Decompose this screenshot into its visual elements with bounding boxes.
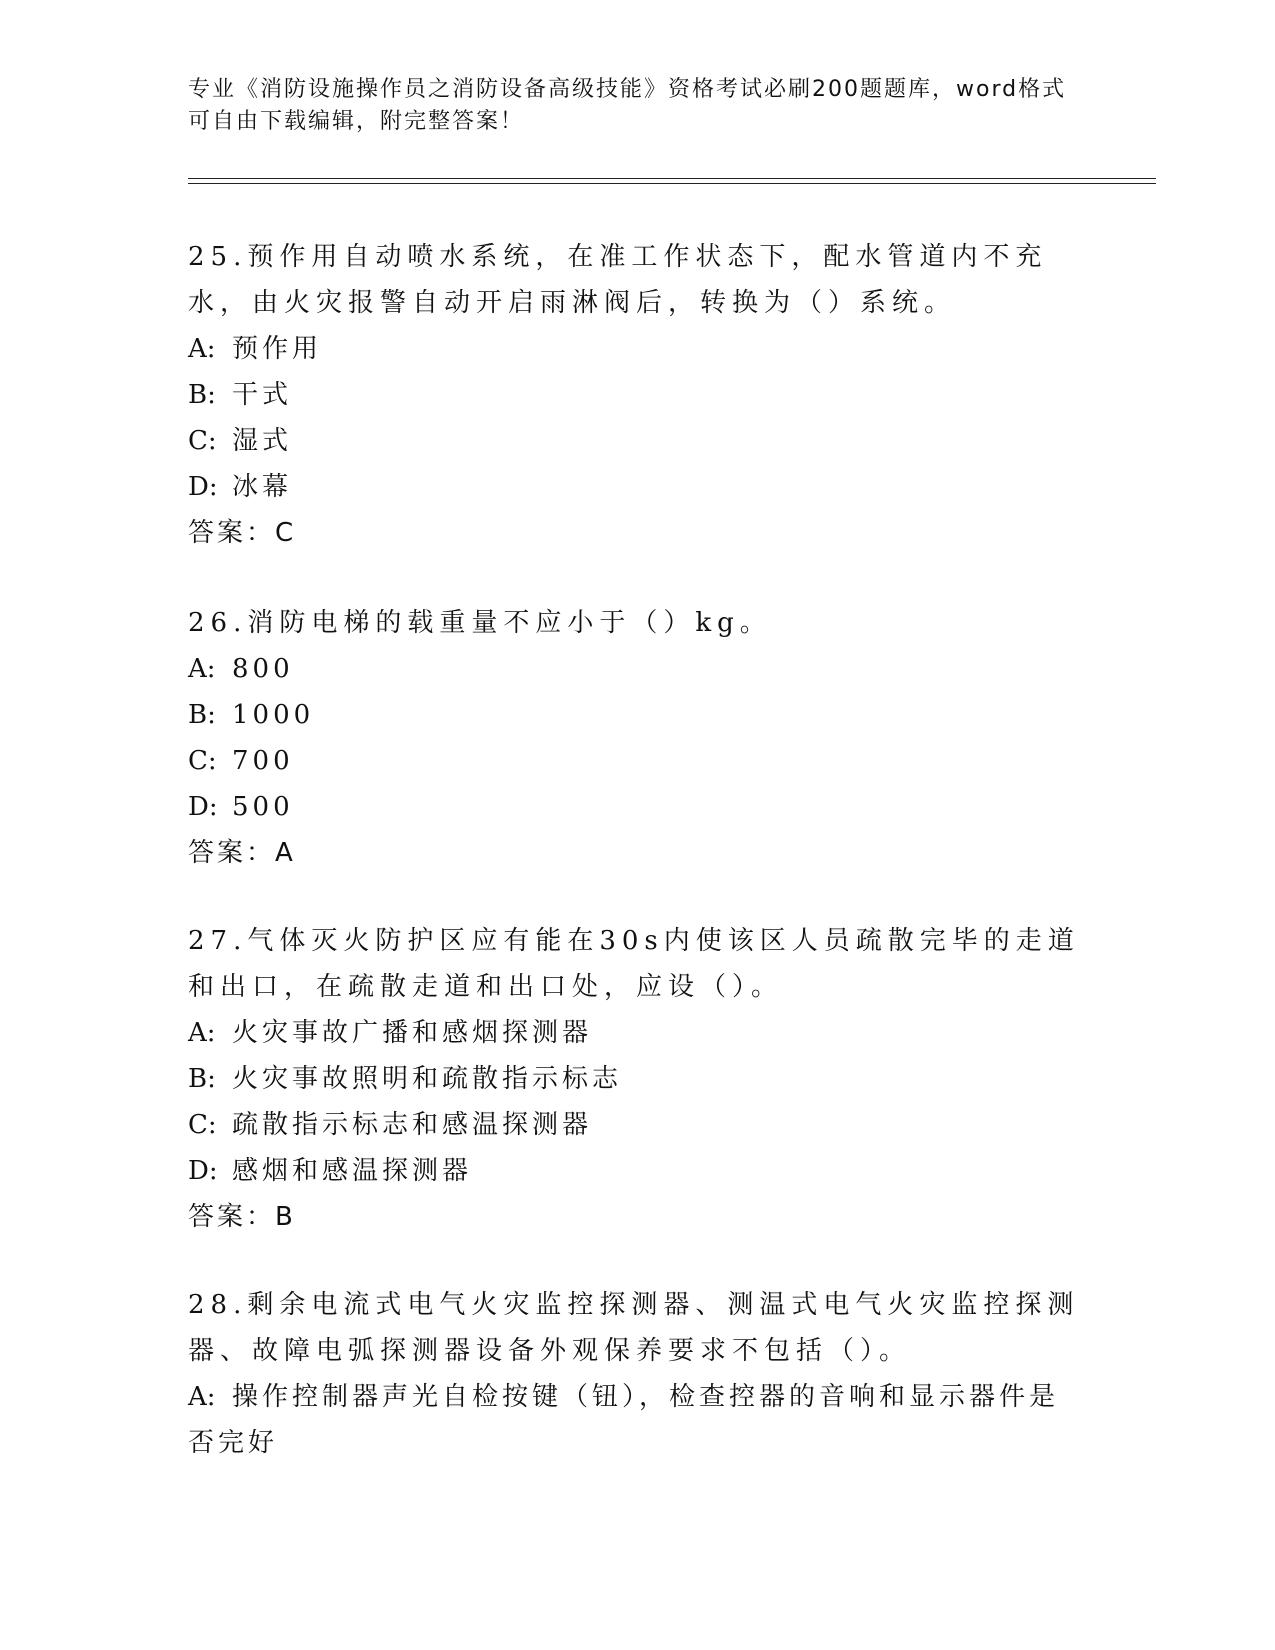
option-text: 疏散指示标志和感温探测器 (232, 1110, 593, 1140)
option-letter: B: (188, 1064, 216, 1094)
option-b (188, 692, 1088, 738)
option-text: 感烟和感温探测器 (232, 1156, 473, 1186)
option-text: 500 (232, 792, 294, 822)
option-text: 1000 (232, 700, 315, 730)
option-letter: C: (188, 1110, 217, 1140)
option-a (188, 1374, 1088, 1466)
option-a (188, 646, 1088, 692)
option-text: 湿式 (232, 426, 293, 456)
option-text: 干式 (232, 380, 293, 410)
option-letter: D: (188, 472, 218, 502)
question-27 (188, 918, 1088, 1240)
option-text: 800 (232, 654, 294, 684)
question-stem: 28.剩余电流式电气火灾监控探测器、测温式电气火灾监控探测器、故障电弧探测器设备外观保养要求不包括（）。 (188, 1290, 1080, 1366)
option-text: 火灾事故广播和感烟探测器 (232, 1018, 593, 1048)
option-letter: B: (188, 700, 216, 730)
option-text: 预作用 (232, 334, 323, 364)
answer-line: 答案：A (188, 838, 296, 868)
option-d (188, 1148, 1088, 1194)
option-letter: A: (188, 1382, 216, 1412)
option-b (188, 372, 1088, 418)
answer-line: 答案：B (188, 1202, 296, 1232)
option-letter: A: (188, 1018, 216, 1048)
option-letter: C: (188, 426, 217, 456)
question-stem: 25.预作用自动喷水系统，在准工作状态下，配水管道内不充水，由火灾报警自动开启雨淋阀后，转换为（）系统。 (188, 242, 1048, 318)
option-text: 火灾事故照明和疏散指示标志 (232, 1064, 623, 1094)
question-28 (188, 1282, 1088, 1466)
option-b (188, 1056, 1088, 1102)
option-text: 操作控制器声光自检按键（钮），检查控器的音响和显示器件是否完好 (188, 1382, 1060, 1458)
question-25 (188, 234, 1088, 556)
option-letter: A: (188, 654, 216, 684)
option-a (188, 326, 1088, 372)
option-c (188, 1102, 1088, 1148)
question-26 (188, 600, 1088, 876)
answer-line: 答案：C (188, 518, 297, 548)
option-d (188, 784, 1088, 830)
option-letter: A: (188, 334, 216, 364)
option-text: 700 (232, 746, 294, 776)
option-letter: B: (188, 380, 216, 410)
option-c (188, 418, 1088, 464)
document-header: 专业《消防设施操作员之消防设备高级技能》资格考试必刷200题题库，word格式可自由下载编辑，附完整答案！ (188, 77, 1067, 134)
option-text: 冰幕 (232, 472, 293, 502)
question-stem: 26.消防电梯的载重量不应小于（）kg。 (188, 608, 772, 638)
header-divider (188, 178, 1156, 184)
option-a (188, 1010, 1088, 1056)
option-c (188, 738, 1088, 784)
option-letter: D: (188, 792, 218, 822)
option-d (188, 464, 1088, 510)
option-letter: C: (188, 746, 217, 776)
question-stem: 27.气体灭火防护区应有能在30s内使该区人员疏散完毕的走道和出口，在疏散走道和出口处，应设（）。 (188, 926, 1080, 1002)
option-letter: D: (188, 1156, 218, 1186)
